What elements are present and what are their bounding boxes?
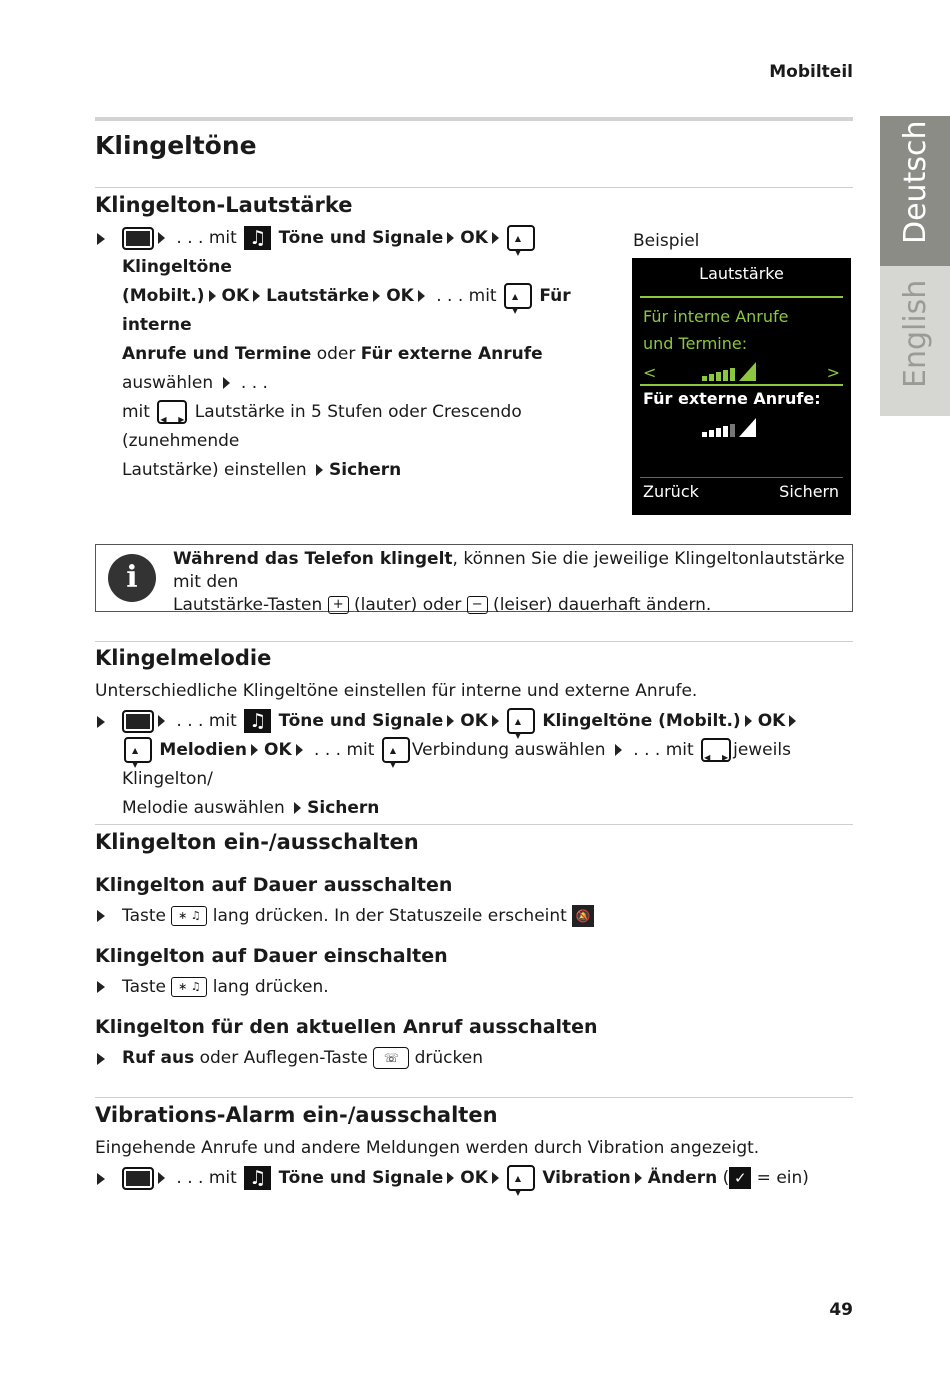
screen-footer-rule: [640, 477, 843, 478]
volume-bar: [702, 376, 707, 381]
star-key-icon: ∗ ♫: [171, 906, 207, 926]
volume-bar: [730, 368, 735, 381]
example-label: Beispiel: [633, 231, 700, 251]
screen-left-arrow[interactable]: <: [643, 363, 657, 382]
info-icon: i: [108, 554, 156, 602]
display-example: [632, 258, 851, 515]
arrow-icon: [158, 232, 165, 244]
up-down-key-icon: [507, 225, 535, 251]
info-note: [95, 544, 853, 615]
tab-deutsch-label: Deutsch: [898, 120, 933, 244]
section-heading-melody: Klingelmelodie: [95, 646, 272, 670]
subheading-on-permanent: Klingelton auf Dauer einschalten: [95, 945, 448, 967]
vibration-intro: Eingehende Anrufe und andere Meldungen werden durch Vibration angezeigt.: [95, 1138, 760, 1158]
step-arrow: [97, 233, 105, 245]
menu-key-icon: [122, 1167, 154, 1190]
crescendo-icon: [739, 418, 756, 437]
screen-rule-2: [640, 384, 843, 386]
tab-english-label: English: [898, 279, 933, 388]
internal-volume-bars: [702, 362, 756, 381]
left-right-key-icon: [701, 738, 731, 762]
menu-key-icon: [122, 710, 154, 733]
screen-rule: [640, 296, 843, 298]
melody-intro: Unterschiedliche Klingeltöne einstellen für interne und externe Anrufe.: [95, 681, 698, 701]
screen-save-softkey[interactable]: Sichern: [779, 482, 839, 501]
screen-internal-label-2: und Termine:: [643, 334, 748, 353]
step-on-permanent: Taste ∗ ♫ lang drücken.: [122, 977, 329, 997]
vibration-steps: . . . mit ♫ Töne und Signale OK▲ ▼ Vibration Ändern ( ✓ = ein): [122, 1164, 809, 1193]
external-volume-bars: [702, 418, 756, 437]
note-text: Während das Telefon klingelt, können Sie die jeweilige Klingeltonlautstärke mit den Lautstärke-Tasten + (lauter) oder − (leiser) dauerhaft ändern.: [173, 549, 845, 615]
divider: [95, 824, 853, 825]
volume-bar: [709, 374, 714, 381]
left-right-key-icon: [157, 400, 187, 424]
divider: [95, 187, 853, 188]
screen-external-label: Für externe Anrufe:: [643, 389, 821, 408]
screen-right-arrow[interactable]: >: [826, 363, 840, 382]
section-heading-vibration: Vibrations-Alarm ein-/ausschalten: [95, 1103, 498, 1127]
step-off-permanent: Taste ∗ ♫ lang drücken. In der Statuszeile erscheint 🔕: [122, 902, 594, 931]
melody-steps: . . . mit ♫ Töne und Signale OK▲ ▼ Klingeltöne (Mobilt.) OK ▲ ▼ Melodien OK . . . mit ▲ ▼Verbindung auswählen . . . mit ◀ ▶jeweils Klingelton/ Melodie auswählen Sichern: [122, 707, 862, 823]
volume-bar: [716, 428, 721, 437]
divider: [95, 1097, 853, 1098]
volume-bar: [716, 372, 721, 381]
page-title: Klingeltöne: [95, 131, 257, 160]
checkbox-checked-icon: ✓: [729, 1167, 751, 1189]
volume-steps: . . . mit ♫ Töne und Signale OK▲ ▼ Klingeltöne (Mobilt.) OK Lautstärke OK . . . mit ▲ ▼ Für interne Anrufe und Termine oder Für externe Anrufe auswählen . . . mit ◀ ▶ Lautstärke in 5 Stufen oder Crescendo (zunehmende Lautstärke) einstellen Sichern: [122, 224, 627, 485]
subheading-current-call: Klingelton für den aktuellen Anruf ausschalten: [95, 1016, 598, 1038]
step-current-call: Ruf aus oder Auflegen-Taste ☏ drücken: [122, 1048, 483, 1068]
section-heading-volume: Klingelton-Lautstärke: [95, 193, 353, 217]
running-header: Mobilteil: [769, 62, 853, 82]
top-rule: [95, 117, 853, 121]
volume-bar: [730, 424, 735, 437]
volume-bar: [723, 426, 728, 437]
volume-bar: [723, 370, 728, 381]
up-down-key-icon: [382, 737, 410, 763]
step-arrow: [97, 981, 105, 993]
volume-bar: [702, 432, 707, 437]
step-arrow: [97, 910, 105, 922]
up-down-key-icon: [504, 283, 532, 309]
music-note-icon: [244, 709, 271, 733]
page-number: 49: [829, 1300, 853, 1320]
section-heading-on-off: Klingelton ein-/ausschalten: [95, 830, 419, 854]
step-arrow: [97, 1173, 105, 1185]
tab-english[interactable]: [880, 266, 950, 416]
menu-key-icon: [122, 227, 154, 250]
up-down-key-icon: [507, 1165, 535, 1191]
plus-key-icon: +: [328, 596, 349, 614]
ringer-off-icon: 🔕: [572, 905, 594, 927]
volume-bar: [709, 430, 714, 437]
tab-deutsch[interactable]: [880, 116, 950, 266]
screen-back-softkey[interactable]: Zurück: [643, 482, 699, 501]
subheading-off-permanent: Klingelton auf Dauer ausschalten: [95, 874, 453, 896]
step-arrow: [97, 716, 105, 728]
up-down-key-icon: [124, 737, 152, 763]
step-arrow: [97, 1053, 105, 1065]
star-key-icon: ∗ ♫: [171, 977, 207, 997]
music-note-icon: [244, 226, 271, 250]
music-note-icon: [244, 1166, 271, 1190]
crescendo-icon: [739, 362, 756, 381]
end-call-key-icon: ☏: [373, 1047, 409, 1069]
screen-title: Lautstärke: [699, 264, 784, 283]
up-down-key-icon: [507, 708, 535, 734]
divider: [95, 641, 853, 642]
screen-internal-label: Für interne Anrufe: [643, 307, 789, 326]
minus-key-icon: −: [467, 596, 488, 614]
